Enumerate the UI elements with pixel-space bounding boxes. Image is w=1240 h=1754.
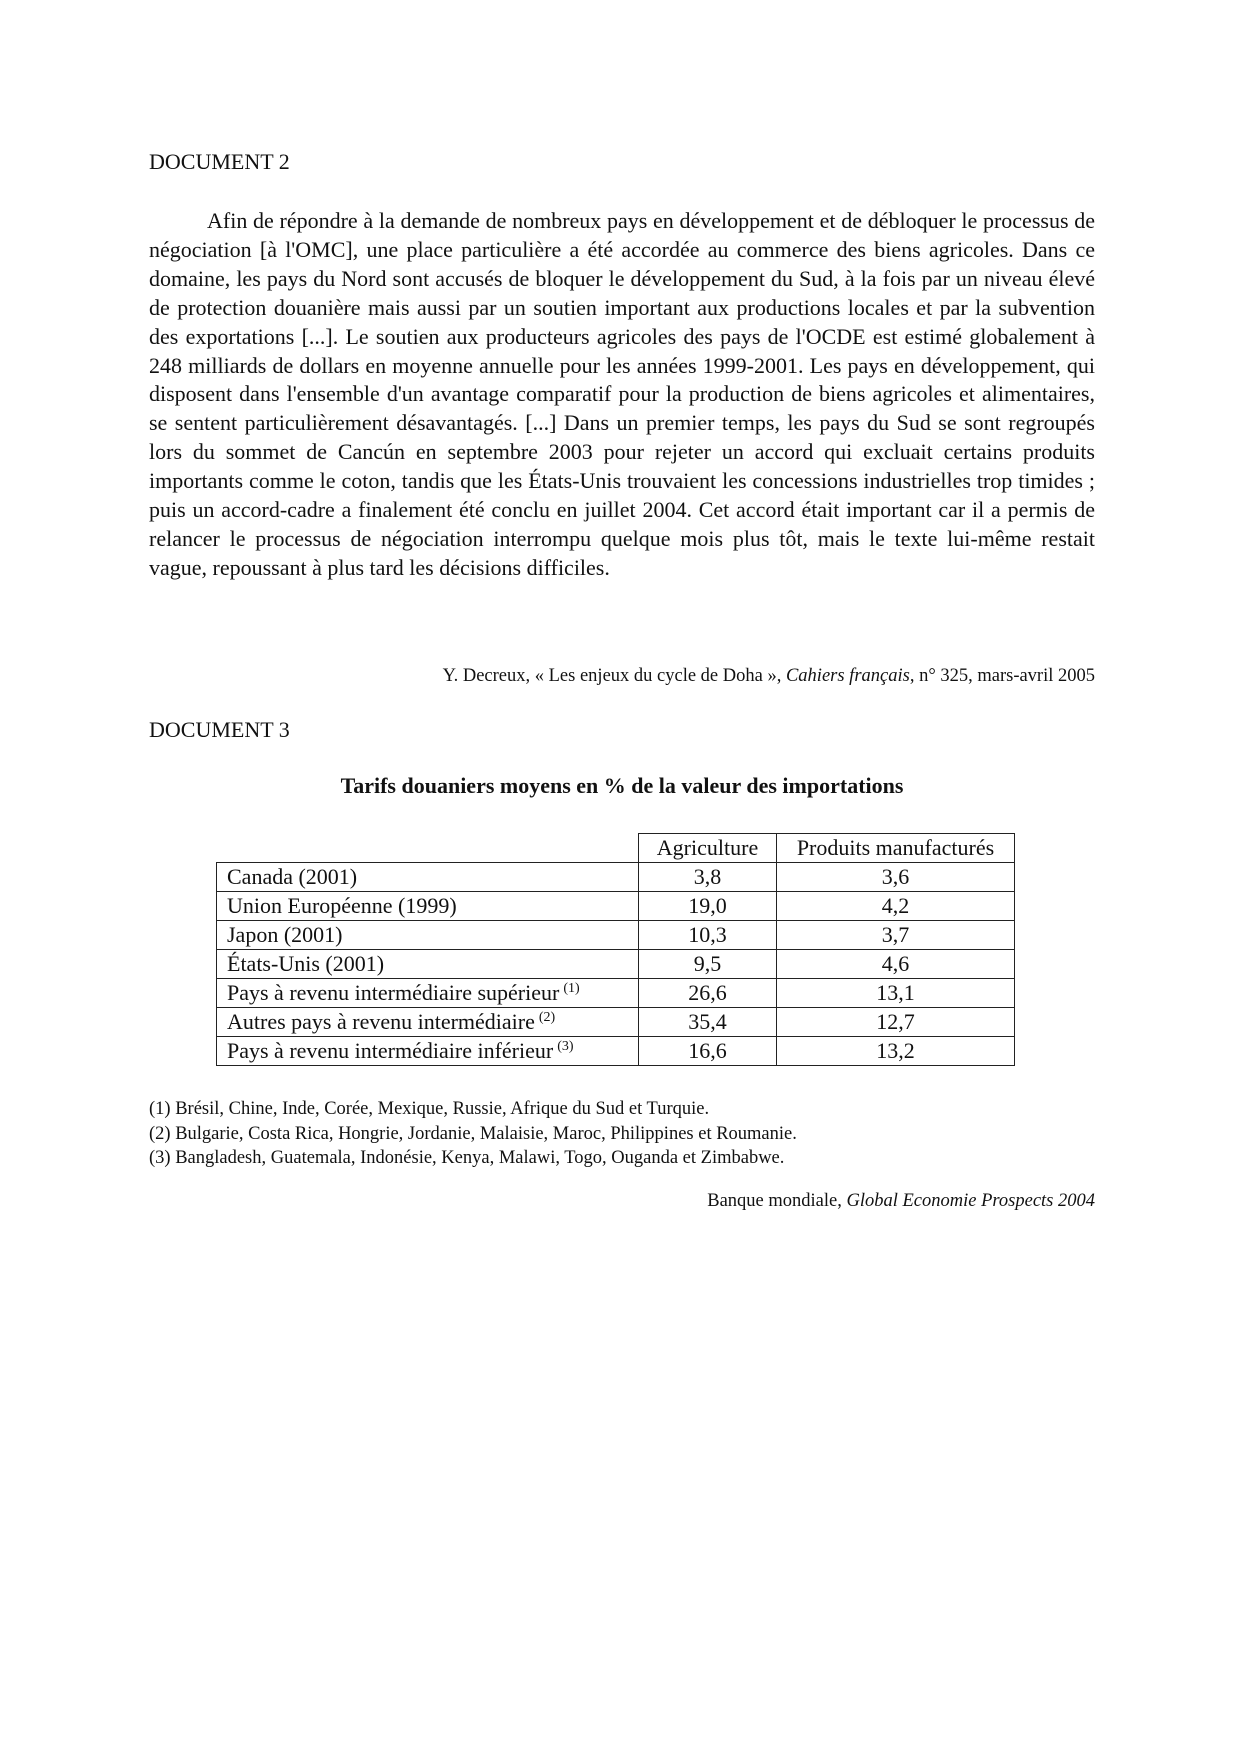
manufactures-cell: 4,6 bbox=[777, 950, 1015, 979]
footnote-marker: (1) bbox=[563, 981, 580, 996]
agriculture-cell: 10,3 bbox=[639, 921, 777, 950]
table-footnotes bbox=[149, 1097, 797, 1171]
table-row bbox=[217, 892, 1015, 921]
table-row bbox=[217, 1037, 1015, 1066]
table-row bbox=[217, 863, 1015, 892]
manufactures-cell: 4,2 bbox=[777, 892, 1015, 921]
source-suffix: , n° 325, mars-avril 2005 bbox=[909, 666, 1095, 686]
source-publication: Global Economie Prospects 2004 bbox=[846, 1191, 1095, 1211]
table-header-row bbox=[217, 834, 1015, 863]
agriculture-cell: 26,6 bbox=[639, 979, 777, 1008]
row-label: Pays à revenu intermédiaire supérieur bbox=[227, 980, 560, 1005]
row-label: Pays à revenu intermédiaire inférieur bbox=[227, 1038, 554, 1063]
manufactures-cell: 3,6 bbox=[777, 863, 1015, 892]
manufactures-cell: 3,7 bbox=[777, 921, 1015, 950]
row-label: États-Unis (2001) bbox=[227, 951, 385, 976]
row-label-cell bbox=[217, 1037, 639, 1066]
agriculture-cell: 9,5 bbox=[639, 950, 777, 979]
footnote-marker: (2) bbox=[538, 1010, 556, 1025]
document-3-label: DOCUMENT 3 bbox=[149, 717, 290, 742]
row-label: Autres pays à revenu intermédiaire bbox=[227, 1009, 535, 1034]
manufactures-cell: 12,7 bbox=[777, 1008, 1015, 1037]
agriculture-cell: 3,8 bbox=[639, 863, 777, 892]
source-prefix: Banque mondiale, bbox=[707, 1191, 847, 1211]
row-label-cell bbox=[217, 950, 639, 979]
document-2-paragraph: Afin de répondre à la demande de nombreux pays en développement et de débloquer le processus de négociation [à l'OMC], une place particulière a été accordée au commerce des biens agricoles. Dans ce domaine, les pays du Nord sont accusés de bloquer le développement du Sud, à la fois par un niveau élevé de protection douanière mais aussi par un soutien important aux productions locales et par la subvention des exportations [...]. Le soutien aux producteurs agricoles des pays de l'OCDE est estimé globalement à 248 milliards de dollars en moyenne annuelle pour les années 1999-2001. Les pays en développement, qui disposent dans l'ensemble d'un avantage comparatif pour la production de biens agricoles et alimentaires, se sentent particulièrement désavantagés. [...] Dans un premier temps, les pays du Sud se sont regroupés lors du sommet de Cancún en septembre 2003 pour rejeter un accord qui excluait certains produits importants comme le coton, tandis que les États-Unis trouvaient les concessions industrielles trop timides ; puis un accord-cadre a finalement été conclu en juillet 2004. Cet accord était important car il a permis de relancer le processus de négociation interrompu quelque mois plus tôt, mais le texte lui-même restait vague, repoussant à plus tard les décisions difficiles. bbox=[149, 208, 1095, 580]
manufactures-cell: 13,2 bbox=[777, 1037, 1015, 1066]
manufactures-cell: 13,1 bbox=[777, 979, 1015, 1008]
agriculture-cell: 16,6 bbox=[639, 1037, 777, 1066]
document-3-source bbox=[707, 1190, 1095, 1212]
footnote: (2) Bulgarie, Costa Rica, Hongrie, Jordanie, Malaisie, Maroc, Philippines et Roumanie. bbox=[149, 1123, 797, 1144]
row-label-cell bbox=[217, 979, 639, 1008]
table-row bbox=[217, 921, 1015, 950]
row-label-cell bbox=[217, 892, 639, 921]
document-2-label: DOCUMENT 2 bbox=[149, 149, 290, 174]
column-header-agriculture: Agriculture bbox=[639, 834, 777, 863]
agriculture-cell: 35,4 bbox=[639, 1008, 777, 1037]
table-row bbox=[217, 1008, 1015, 1037]
row-label-cell bbox=[217, 863, 639, 892]
table-title: Tarifs douaniers moyens en % de la valeur des importations bbox=[340, 773, 904, 798]
document-2-source bbox=[443, 665, 1095, 687]
table-row bbox=[217, 950, 1015, 979]
footnote: (3) Bangladesh, Guatemala, Indonésie, Kenya, Malawi, Togo, Ouganda et Zimbabwe. bbox=[149, 1148, 785, 1168]
table-row bbox=[217, 979, 1015, 1008]
row-label: Union Européenne (1999) bbox=[227, 893, 457, 918]
footnote-marker: (3) bbox=[557, 1039, 574, 1054]
footnote: (1) Brésil, Chine, Inde, Corée, Mexique, Russie, Afrique du Sud et Turquie. bbox=[149, 1099, 710, 1119]
tariffs-table bbox=[216, 833, 1015, 1066]
source-prefix: Y. Decreux, « Les enjeux du cycle de Doha », bbox=[442, 666, 786, 686]
source-publication: Cahiers français bbox=[785, 666, 910, 686]
agriculture-cell: 19,0 bbox=[639, 892, 777, 921]
row-label-cell bbox=[217, 1008, 639, 1037]
row-label: Japon (2001) bbox=[227, 922, 343, 947]
column-header-manufactures: Produits manufacturés bbox=[777, 834, 1015, 863]
table-header-corner bbox=[217, 834, 639, 863]
row-label: Canada (2001) bbox=[227, 864, 358, 889]
row-label-cell bbox=[217, 921, 639, 950]
